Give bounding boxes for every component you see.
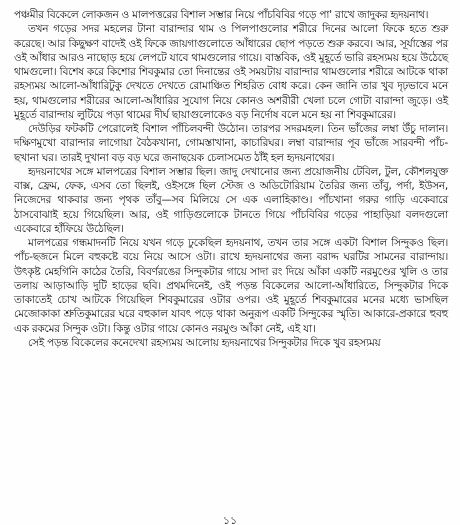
paragraph-3: দেউড়ির ফটকটি পেরোলেই বিশাল পাঁচিলবন্দী উঠোন। তারপর সদরমহল। তিন ভাঁজের লম্বা উঁচু দালান। দক্ষিণমুখো বারান্দার লাগোয়া বৈঠকখানা, গোমস্তাখানা, কাচারিঘর। লম্বা বারান্দার পূব ভাঁজে সারবন্দী পাঁচ-ছখানা ঘর। তারই দুখানা বড় বড় ঘরে জনাছয়েক চেলাসমেত ঠাঁই হল হৃদয়নাথের। — [14, 123, 448, 164]
body-text — [14, 8, 448, 350]
paragraph-6: সেই পড়ন্ত বিকেলের কনেদেখা রহস্যময় আলোয় হৃদয়নাথের সিন্দুকটার দিকে খুব রহস্যময় — [28, 336, 381, 349]
paragraph-2: তখন গড়ের সদর মহলের টানা বারান্দার থাম ও পিলপাগুলোর শরীরে দিনের আলো ফিকে হতে শুরু করেছে। আর কিছুক্ষণ বাদেই ওই ফিকে জায়গাগুলোতে আঁধারের ছোপ পড়তে শুরু করবে। আর, সূর্যাস্তের পর ওই আঁধার আরও নাছোড় হয়ে লেপটে যাবে থামগুলোর গায়ে। বাস্তবিক, ওই মুহূর্তে ভারি রহস্যময় হয়ে উঠেছে থামগুলো। বিশেষ করে কিশোর শিবকুমার তো দিনান্তের ওই সময়টায় বারান্দার থামগুলোর শরীরে আটকে থাকা রহস্যময় আলো-আঁধারিটুকু দেখতে দেখতে রোমাঞ্চিত শিহরিত বোধ করে। কেন জানি তার খুব দৃঢ়ভাবে মনে হয়, থামগুলোর শরীরের আলো-আঁধারির সুযোগ নিয়ে কোনও অশরীরী খেলা চলে গোটা বারান্দা জুড়ে। ওই মুহূর্তে বারান্দায় লুটিয়ে পড়া থামের দীর্ঘ ছায়াগুলোকেও বড় নির্দোষ বলে মনে হয় না শিবকুমারের। — [14, 23, 448, 121]
paragraph-1: পঞ্চমীর বিকেলে লোকজন ও মালপত্তরের বিশাল সম্ভার নিয়ে পাঁচবিবির গড়ে পা' রাখে জাদুকর হৃদয়নাথ। — [14, 9, 429, 21]
paragraph-4: হৃদয়নাথের সঙ্গে মালপত্রের বিশাল সম্ভার ছিল। জাদু দেখানোর জন্য প্রয়োজনীয় টেবিল, টুল, কৌশলযুক্ত বাক্স, ফ্রেম, ফেক, এসব তো ছিলই, ওইসঙ্গে ছিল স্টেজ ও অডিটোরিয়াম তৈরির জন্য তাঁবু, পর্দা, ইউসন, নিজেদের থাকবার জন্য পৃথক তাঁবু—সব মিলিয়ে সে এক এলাহিকাণ্ড। পাঁচখানা গরুর গাড়ি একেবারে ঠাসবোঝাই হয়ে গিয়েছিল। আর, ওই গাড়িগুলোকে টানতে গিয়ে পাঁচবিবির গড়ের পাহাড়িয়া বলদগুলো একেবারে হাঁফিয়ে উঠেছিল। — [14, 165, 448, 235]
page-number: ১১ — [222, 514, 238, 525]
paragraph-5: মালপত্রের গন্ধমাদনটি নিয়ে যখন গড়ে ঢুকেছিল হৃদয়নাথ, তখন তার সঙ্গে একটা বিশাল সিন্দুকও ছিল। পাঁচ-ছজনে মিলে বহুকষ্টে বয়ে নিয়ে আসে ওটা। রাখে হৃদয়নাথের জন্য বরাদ্দ ঘরটির সামনের বারান্দায়। উৎকৃষ্ট মেহগিনি কাঠের তৈরি, বিবর্ণরঙের সিন্দুকটার গায়ে সাদা রং দিয়ে আঁকা একটি নরমুণ্ডের খুলি ও তার তলায় আড়াআড়ি দুটি হাড়ের ছবি। প্রথমদিনেই, ওই পড়ন্ত বিকেলের আলো-আঁধারিতে, সিন্দুকটার দিকে তাকাতেই চোখ আটকে গিয়েছিল শিবকুমারের ওটার ওপর। ওই মুহূর্তে শিবকুমারের মনের মধ্যে ভাসছিল মেজোকাকা শ্রুতিকুমারের ঘরে বহুকাল যাবৎ পড়ে থাকা অনুরূপ একটি সিন্দুকের স্মৃতি। আকারে-প্রকারে হুবহু এক রকমের সিন্দুক ওটা। কিন্তু ওটার গায়ে কোনও নরমুণ্ড আঁকা নেই, এই যা। — [14, 237, 448, 335]
